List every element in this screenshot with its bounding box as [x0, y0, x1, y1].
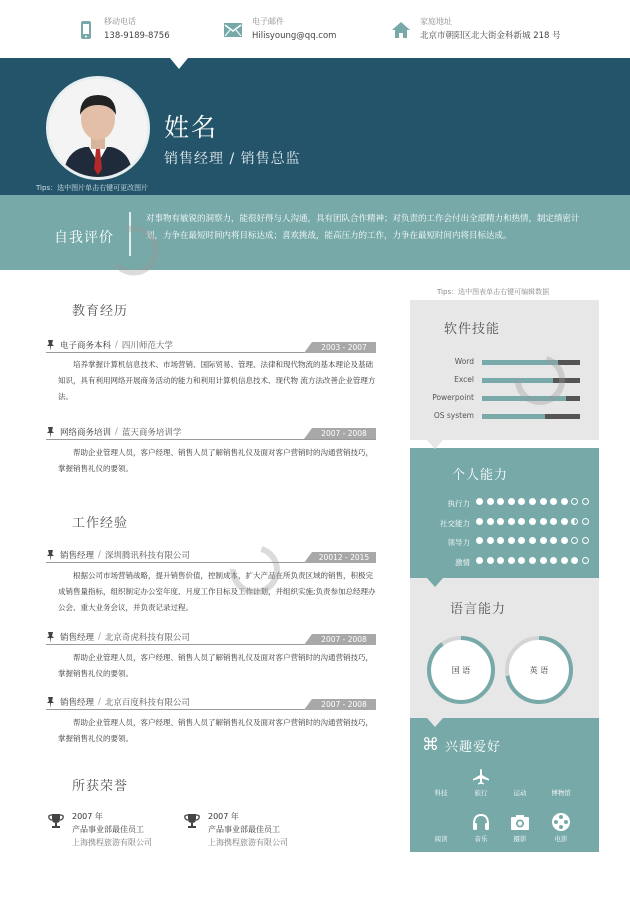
ability-rating [476, 518, 593, 525]
separator: / [115, 427, 118, 437]
rating-dot [582, 557, 589, 564]
chart-tip: Tips：选中图表单击右键可编辑数据 [437, 288, 550, 296]
software-skill-label: Powerpoint [432, 393, 474, 402]
language-rings [410, 578, 599, 718]
software-skill-row [410, 357, 599, 369]
hobby-photo-label: 摄影 [513, 835, 527, 843]
self-eval-divider [129, 212, 131, 256]
software-skill-bar [482, 360, 558, 365]
hobby-travel-label: 旅行 [474, 789, 488, 797]
work-entry-3-date: 2007 - 2008 [312, 699, 376, 710]
hobby-tech [423, 768, 459, 797]
ability-row [410, 556, 599, 568]
award-1 [48, 810, 152, 849]
work-entry-2-head [46, 631, 190, 643]
software-skill-bar [482, 414, 545, 419]
separator: / [98, 632, 101, 642]
rating-dot [571, 498, 578, 505]
work-entry-2-desc-text: 帮助企业管理人员，客户经理、销售人员了解销售礼仪及面对客户营销时的沟通营销技巧，掌握销售礼仪的要领。 [58, 653, 373, 678]
photo-tip: Tips：选中图片单击右键可更改图片 [36, 184, 149, 192]
hobby-sports [502, 768, 538, 797]
ability-rating [476, 498, 593, 505]
edu-entry-1-head [46, 339, 173, 351]
software-skill-track [482, 414, 580, 419]
rating-dot [529, 498, 536, 505]
rating-dot [529, 518, 536, 525]
person-avatar-icon [49, 79, 147, 177]
hobby-reading [423, 812, 459, 843]
award-2 [184, 810, 288, 849]
rating-dot [540, 498, 547, 505]
edu-entry-1-date: 2003 - 2007 [312, 342, 376, 353]
edu-entry-1-desc [58, 357, 378, 405]
education-title: 教育经历 [72, 304, 129, 319]
hobby-photo [502, 812, 538, 843]
mail-icon [222, 20, 244, 40]
edu-entry-2-desc [58, 445, 378, 477]
home-icon [390, 20, 412, 40]
separator: / [98, 550, 101, 560]
panel-arrow [427, 718, 443, 727]
self-eval-title: 自我评价 [54, 230, 114, 246]
software-skill-track [482, 396, 580, 401]
ability-label: 激情 [455, 557, 470, 567]
address-value: 北京市朝阳区北大街金科新城 218 号 [420, 31, 561, 41]
software-skill-bar [482, 396, 566, 401]
address-label: 家庭地址 [420, 17, 452, 26]
pushpin-icon [46, 427, 55, 438]
rating-dot [529, 557, 536, 564]
rating-dot [561, 537, 568, 544]
work-entry-3-head [46, 696, 190, 708]
ability-row [410, 536, 599, 548]
award-2-name: 产品事业部最佳员工 [208, 825, 280, 834]
work-entry-1-desc-text: 根据公司市场营销战略，提升销售价值，控制成本，扩大产品在所负责区域的销售，积极完成销售量指标，组织制定办公室年度、月度工作目标及工作计划，并组织实施;负责参加总经理办公会、重大业务会议，并负责记录过程。 [58, 571, 376, 612]
hobby-travel [463, 768, 499, 797]
hobby-museum-label: 博物馆 [551, 789, 571, 797]
pushpin-icon [46, 550, 55, 561]
rating-dot [487, 537, 494, 544]
self-eval-text: 对事物有敏锐的洞察力，能很好得与人沟通，具有团队合作精神；对负责的工作会付出全部精力和热情，制定缜密计划，力争在最短时间内将目标达成；喜欢挑战，能高压力的工作，力争在最短时间内将目标达成。 [146, 214, 580, 241]
header-notch [170, 58, 188, 69]
rating-dot [582, 537, 589, 544]
work-entry-1-head [46, 549, 190, 561]
work-entry-3-name: 销售经理 [60, 698, 95, 708]
language-2-label: 英 语 [529, 666, 549, 675]
award-1-year: 2007 年 [72, 812, 103, 821]
email-label: 电子邮件 [252, 17, 284, 26]
rating-dot [508, 498, 515, 505]
hobbies-heading [422, 735, 501, 755]
rating-dot [571, 537, 578, 544]
work-entry-1-org: 深圳腾讯科技有限公司 [104, 551, 190, 561]
trophy-icon [48, 813, 64, 829]
pushpin-icon [46, 697, 55, 708]
edu-entry-2-name: 网络商务培训 [60, 428, 112, 438]
ability-label: 社交能力 [440, 518, 470, 528]
rating-dot [497, 557, 504, 564]
hobby-movie [543, 812, 579, 843]
rating-dot [508, 518, 515, 525]
hobbies-title: 兴趣爱好 [445, 739, 502, 755]
award-1-org: 上海携程旅游有限公司 [72, 838, 152, 847]
rating-dot [476, 518, 483, 525]
rating-dot [540, 537, 547, 544]
entry-underline [46, 439, 376, 440]
rating-dot [571, 518, 578, 525]
work-entry-1-date: 20012 - 2015 [312, 552, 376, 563]
pushpin-icon [46, 632, 55, 643]
panel-arrow [427, 440, 443, 449]
edu-entry-1-org: 四川师范大学 [121, 341, 173, 351]
rating-dot [508, 537, 515, 544]
rating-dot [540, 518, 547, 525]
software-skill-label: OS system [433, 411, 474, 420]
hobby-reading-label: 阅读 [434, 835, 448, 843]
ability-row [410, 517, 599, 529]
award-1-name: 产品事业部最佳员工 [72, 825, 144, 834]
rating-dot [518, 537, 525, 544]
work-entry-3-desc [58, 715, 378, 747]
edu-entry-1-name: 电子商务本科 [60, 341, 112, 351]
work-entry-1-desc [58, 568, 378, 616]
rating-dot [550, 518, 557, 525]
person-name: 姓名 [164, 113, 219, 142]
camera-icon [510, 812, 530, 832]
software-skill-row [410, 393, 599, 405]
software-skill-row [410, 375, 599, 387]
rating-dot [476, 498, 483, 505]
work-entry-2-name: 销售经理 [60, 633, 95, 643]
hobby-movie-label: 电影 [554, 835, 568, 843]
work-title: 工作经验 [72, 516, 129, 531]
contact-email [222, 16, 336, 43]
rating-dot [529, 537, 536, 544]
software-skill-label: Word [454, 357, 474, 366]
rating-dot [487, 557, 494, 564]
rating-dot [550, 498, 557, 505]
software-skill-track [482, 360, 580, 365]
rating-dot [561, 498, 568, 505]
rating-dot [518, 518, 525, 525]
hobby-music-label: 音乐 [474, 835, 488, 843]
phone-icon [76, 20, 96, 40]
rating-dot [550, 557, 557, 564]
rating-dot [487, 498, 494, 505]
software-title: 软件技能 [444, 322, 501, 337]
email-value: Hilisyoung@qq.com [252, 31, 337, 41]
award-2-year: 2007 年 [208, 812, 239, 821]
job-title: 销售经理 / 销售总监 [164, 151, 301, 167]
edu-entry-2-date: 2007 - 2008 [312, 428, 376, 439]
rating-dot [518, 498, 525, 505]
trophy-icon [184, 813, 200, 829]
ability-title: 个人能力 [452, 468, 509, 483]
phone-value: 138-9189-8756 [104, 31, 170, 41]
edu-entry-2-org: 蓝天商务培训学 [121, 428, 182, 438]
plane-icon [472, 768, 490, 786]
rating-dot [497, 518, 504, 525]
command-key-icon: ⌘ [422, 735, 439, 755]
rating-dot [497, 537, 504, 544]
rating-dot [497, 498, 504, 505]
hobby-sports-label: 运动 [513, 789, 527, 797]
rating-dot [550, 537, 557, 544]
language-title: 语言能力 [450, 602, 507, 617]
edu-entry-1-desc-text: 培养掌握计算机信息技术、市场营销、国际贸易、管理、法律和现代物流的基本理论及基础知识，具有利用网络开展商务活动的能力和利用计算机信息技术、现代物 流方法改善企业管理方法。 [58, 360, 376, 401]
ability-label: 领导力 [447, 538, 470, 547]
rating-dot [487, 518, 494, 525]
language-1-label: 国 语 [451, 666, 471, 675]
hobby-music [463, 812, 499, 843]
edu-entry-2-head [46, 426, 181, 438]
separator: / [98, 697, 101, 707]
contact-phone [76, 16, 170, 43]
hobby-tech-label: 科技 [434, 789, 448, 797]
rating-dot [561, 557, 568, 564]
ability-label: 执行力 [447, 499, 470, 508]
ability-rating [476, 557, 593, 564]
software-skill-track [482, 378, 580, 383]
rating-dot [508, 557, 515, 564]
software-skill-bar [482, 378, 553, 383]
rating-dot [518, 557, 525, 564]
rating-dot [582, 498, 589, 505]
film-reel-icon [551, 812, 571, 832]
rating-dot [561, 518, 568, 525]
work-entry-1-name: 销售经理 [60, 551, 95, 561]
edu-entry-2-desc-text: 帮助企业管理人员，客户经理、销售人员了解销售礼仪及面对客户营销时的沟通营销技巧，掌握销售礼仪的要领。 [58, 448, 373, 473]
award-2-org: 上海携程旅游有限公司 [208, 838, 288, 847]
work-entry-3-org: 北京百度科技有限公司 [104, 698, 190, 708]
awards-title: 所获荣誉 [72, 779, 129, 794]
software-skill-row [410, 411, 599, 423]
ability-row [410, 497, 599, 509]
rating-dot [476, 557, 483, 564]
rating-dot [540, 557, 547, 564]
hobby-museum [543, 768, 579, 797]
work-entry-2-date: 2007 - 2008 [312, 634, 376, 645]
work-entry-2-org: 北京奇虎科技有限公司 [104, 633, 190, 643]
work-entry-3-desc-text: 帮助企业管理人员，客户经理、销售人员了解销售礼仪及面对客户营销时的沟通营销技巧，掌握销售礼仪的要领。 [58, 718, 373, 743]
headphones-icon [471, 812, 491, 832]
work-entry-2-desc [58, 650, 378, 682]
separator: / [115, 340, 118, 350]
rating-dot [582, 518, 589, 525]
contact-bar [0, 0, 630, 58]
profile-photo[interactable] [46, 76, 150, 180]
ability-rating [476, 537, 593, 544]
contact-address [390, 16, 561, 43]
pushpin-icon [46, 340, 55, 351]
phone-label: 移动电话 [104, 17, 136, 26]
rating-dot [476, 537, 483, 544]
rating-dot [571, 557, 578, 564]
software-skill-label: Excel [454, 375, 474, 384]
